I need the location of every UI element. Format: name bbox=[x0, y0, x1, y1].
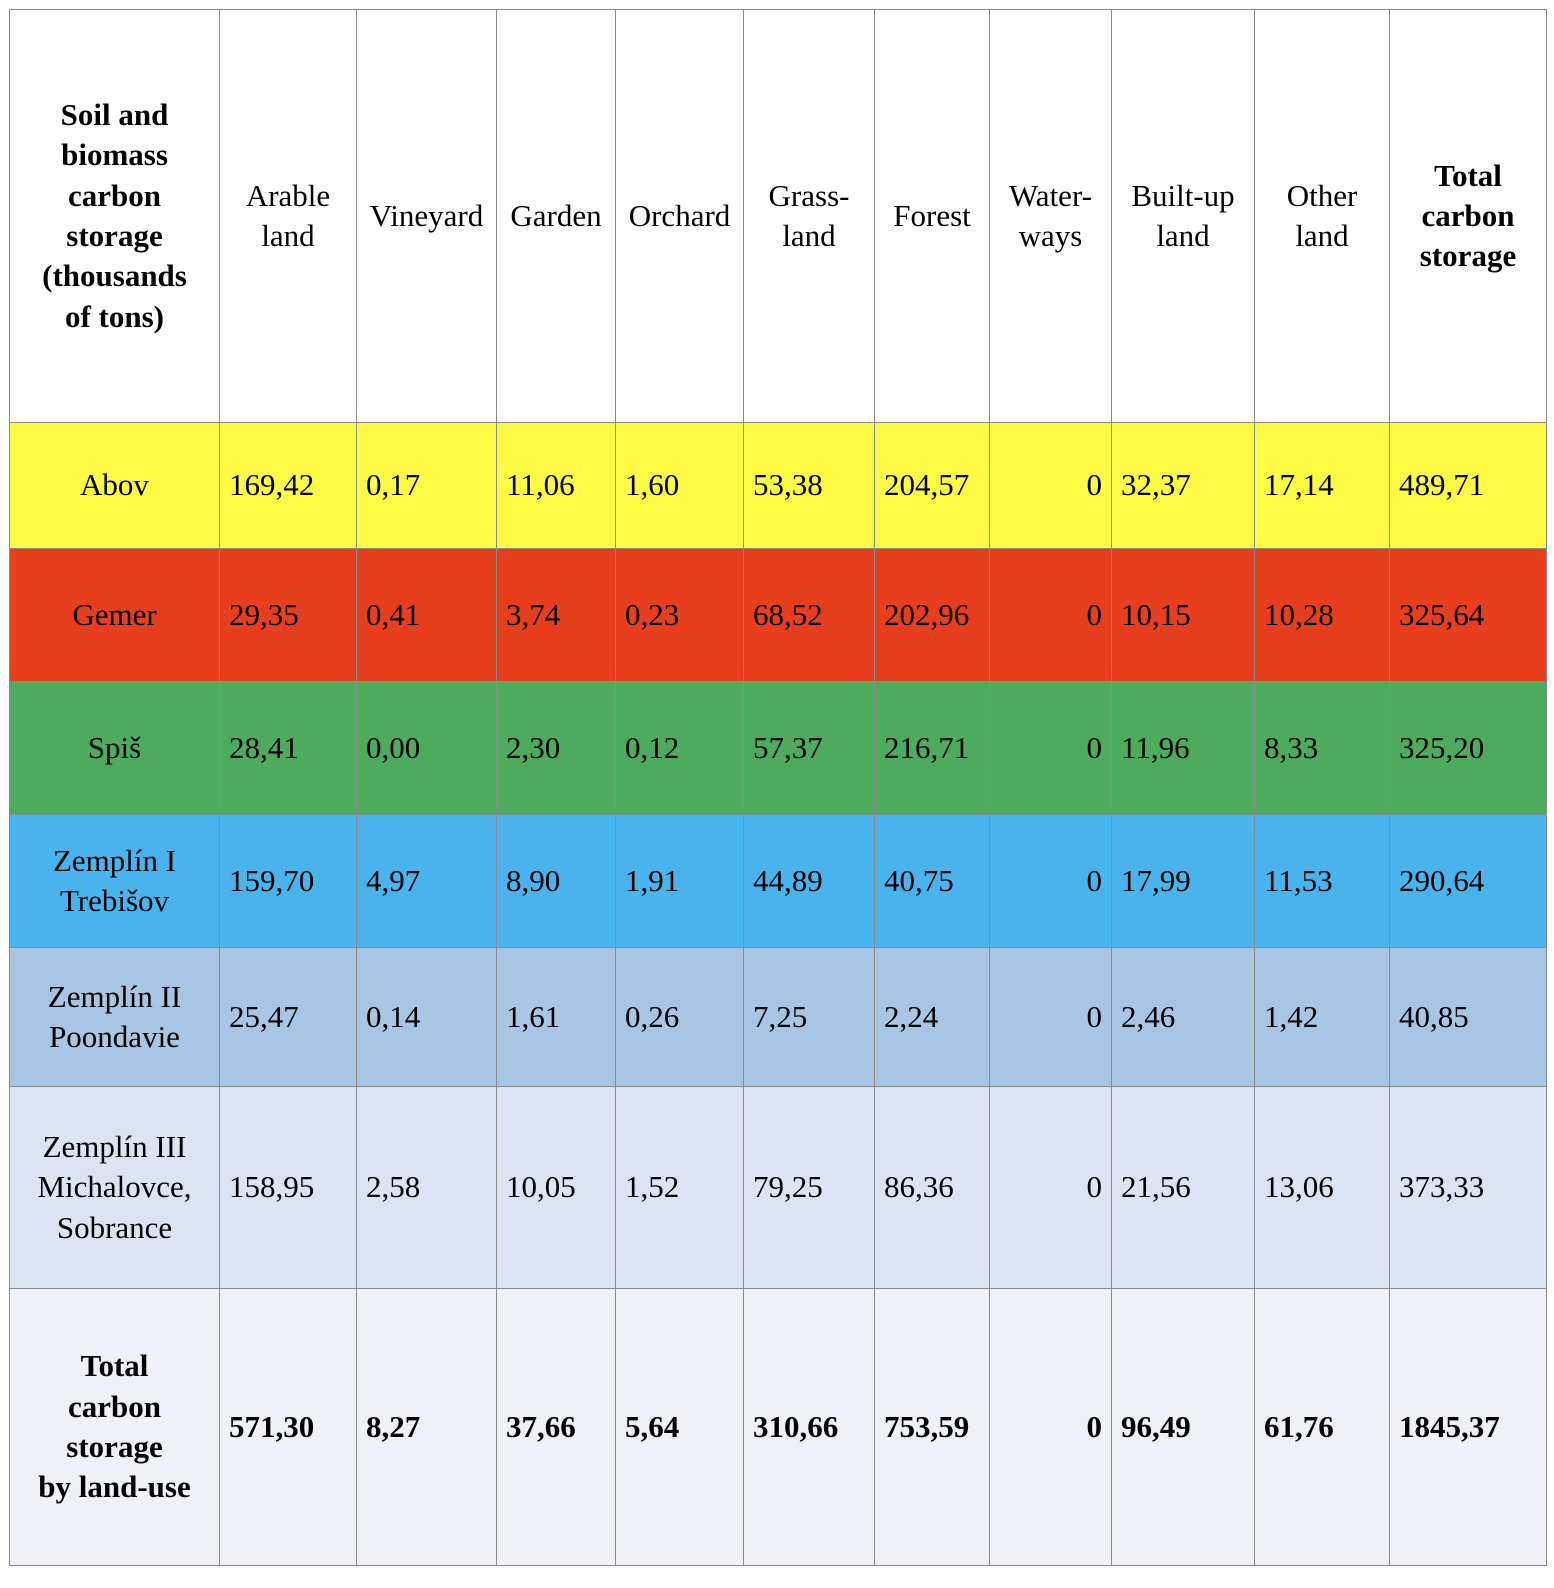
value-cell-forest: 86,36 bbox=[875, 1087, 990, 1289]
value-cell-total-carbon-storage: 373,33 bbox=[1390, 1087, 1547, 1289]
row-label bbox=[10, 948, 220, 1087]
column-header-soil-and-biomass-carbon-storage-thousands-of-tons bbox=[10, 10, 220, 423]
value-cell-other-land: 11,53 bbox=[1255, 815, 1390, 948]
cell-text-line: of tons) bbox=[64, 298, 165, 334]
value-cell-water-ways: 0 bbox=[990, 549, 1112, 682]
value-cell-orchard: 1,60 bbox=[616, 423, 744, 549]
value-cell-arable-land: 169,42 bbox=[220, 423, 357, 549]
value-cell-total-carbon-storage: 325,64 bbox=[1390, 549, 1547, 682]
value-cell-other-land: 1,42 bbox=[1255, 948, 1390, 1087]
table-row bbox=[10, 682, 1547, 815]
value-cell-vineyard: 0,00 bbox=[357, 682, 497, 815]
cell-text-line: Other bbox=[1286, 177, 1358, 213]
value-cell-water-ways: 0 bbox=[990, 682, 1112, 815]
cell-text-line: storage bbox=[66, 1429, 163, 1464]
value-cell-grass-land: 310,66 bbox=[744, 1289, 875, 1566]
value-cell-total-carbon-storage: 290,64 bbox=[1390, 815, 1547, 948]
header-row bbox=[10, 10, 1547, 423]
value-cell-total-carbon-storage: 325,20 bbox=[1390, 682, 1547, 815]
value-cell-built-up-land: 32,37 bbox=[1112, 423, 1255, 549]
cell-text-line: Poondavie bbox=[49, 1019, 180, 1054]
value-cell-vineyard: 2,58 bbox=[357, 1087, 497, 1289]
cell-text-line: Zemplín I bbox=[52, 842, 177, 878]
cell-text-line: land bbox=[1295, 218, 1349, 253]
value-cell-garden: 1,61 bbox=[497, 948, 616, 1087]
cell-text-line: ways bbox=[1018, 218, 1083, 253]
column-header-other-land bbox=[1255, 10, 1390, 423]
cell-text-line: storage bbox=[1419, 238, 1517, 274]
value-cell-forest: 204,57 bbox=[875, 423, 990, 549]
value-cell-grass-land: 57,37 bbox=[744, 682, 875, 815]
column-header-orchard bbox=[616, 10, 744, 423]
cell-text-line: storage bbox=[66, 218, 163, 253]
cell-text-line: Total bbox=[80, 1348, 149, 1384]
cell-text-line: Water- bbox=[1009, 177, 1092, 213]
cell-text-line: land bbox=[1156, 218, 1210, 253]
row-label bbox=[10, 549, 220, 682]
value-cell-water-ways: 0 bbox=[990, 1087, 1112, 1289]
value-cell-grass-land: 53,38 bbox=[744, 423, 875, 549]
cell-text-line: Forest bbox=[893, 197, 971, 233]
cell-text-line: land bbox=[261, 218, 315, 253]
value-cell-water-ways: 0 bbox=[990, 423, 1112, 549]
cell-text-line: (thousands bbox=[42, 258, 187, 294]
value-cell-grass-land: 44,89 bbox=[744, 815, 875, 948]
value-cell-arable-land: 29,35 bbox=[220, 549, 357, 682]
cell-text-line: Trebišov bbox=[59, 883, 170, 918]
cell-text-line: carbon bbox=[1421, 197, 1515, 233]
carbon-storage-table bbox=[9, 9, 1547, 1566]
value-cell-other-land: 17,14 bbox=[1255, 423, 1390, 549]
value-cell-arable-land: 159,70 bbox=[220, 815, 357, 948]
column-header-arable-land bbox=[220, 10, 357, 423]
row-label bbox=[10, 682, 220, 815]
cell-text-line: Michalovce, bbox=[37, 1169, 192, 1205]
value-cell-arable-land: 25,47 bbox=[220, 948, 357, 1087]
row-label bbox=[10, 423, 220, 549]
value-cell-garden: 2,30 bbox=[497, 682, 616, 815]
value-cell-water-ways: 0 bbox=[990, 948, 1112, 1087]
value-cell-other-land: 8,33 bbox=[1255, 682, 1390, 815]
cell-text-line: Garden bbox=[510, 197, 602, 233]
value-cell-arable-land: 28,41 bbox=[220, 682, 357, 815]
cell-text-line: Abov bbox=[80, 467, 149, 503]
value-cell-forest: 202,96 bbox=[875, 549, 990, 682]
cell-text-line: Built-up bbox=[1131, 177, 1235, 213]
total-row-label bbox=[10, 1289, 220, 1566]
cell-text-line: carbon bbox=[68, 177, 161, 213]
value-cell-orchard: 5,64 bbox=[616, 1289, 744, 1566]
value-cell-forest: 753,59 bbox=[875, 1289, 990, 1566]
column-header-total-carbon-storage bbox=[1390, 10, 1547, 423]
cell-text-line: Arable bbox=[245, 177, 331, 213]
column-header-water-ways bbox=[990, 10, 1112, 423]
value-cell-grass-land: 7,25 bbox=[744, 948, 875, 1087]
cell-text-line: Grass- bbox=[768, 177, 850, 213]
value-cell-built-up-land: 96,49 bbox=[1112, 1289, 1255, 1566]
value-cell-built-up-land: 2,46 bbox=[1112, 948, 1255, 1087]
value-cell-other-land: 10,28 bbox=[1255, 549, 1390, 682]
total-row bbox=[10, 1289, 1547, 1566]
value-cell-arable-land: 571,30 bbox=[220, 1289, 357, 1566]
value-cell-built-up-land: 10,15 bbox=[1112, 549, 1255, 682]
value-cell-vineyard: 0,17 bbox=[357, 423, 497, 549]
cell-text-line: Spiš bbox=[87, 729, 142, 765]
column-header-garden bbox=[497, 10, 616, 423]
value-cell-orchard: 0,23 bbox=[616, 549, 744, 682]
value-cell-total-carbon-storage: 1845,37 bbox=[1390, 1289, 1547, 1566]
cell-text-line: Orchard bbox=[628, 197, 731, 233]
cell-text-line: land bbox=[782, 218, 836, 253]
value-cell-built-up-land: 21,56 bbox=[1112, 1087, 1255, 1289]
value-cell-other-land: 13,06 bbox=[1255, 1087, 1390, 1289]
cell-text-line: Sobrance bbox=[56, 1209, 173, 1245]
table-row bbox=[10, 549, 1547, 682]
cell-text-line: Zemplín II bbox=[47, 978, 182, 1014]
value-cell-water-ways: 0 bbox=[990, 1289, 1112, 1566]
column-header-forest bbox=[875, 10, 990, 423]
value-cell-orchard: 0,26 bbox=[616, 948, 744, 1087]
cell-text-line: Vineyard bbox=[369, 197, 484, 233]
value-cell-vineyard: 4,97 bbox=[357, 815, 497, 948]
value-cell-forest: 2,24 bbox=[875, 948, 990, 1087]
table-row bbox=[10, 948, 1547, 1087]
value-cell-other-land: 61,76 bbox=[1255, 1289, 1390, 1566]
value-cell-garden: 10,05 bbox=[497, 1087, 616, 1289]
row-label bbox=[10, 1087, 220, 1289]
table-row bbox=[10, 423, 1547, 549]
value-cell-garden: 11,06 bbox=[497, 423, 616, 549]
table-row bbox=[10, 815, 1547, 948]
value-cell-orchard: 1,52 bbox=[616, 1087, 744, 1289]
value-cell-grass-land: 79,25 bbox=[744, 1087, 875, 1289]
cell-text-line: biomass bbox=[61, 137, 168, 173]
cell-text-line: Soil and bbox=[60, 97, 169, 133]
value-cell-garden: 8,90 bbox=[497, 815, 616, 948]
value-cell-orchard: 1,91 bbox=[616, 815, 744, 948]
cell-text-line: Zemplín III bbox=[42, 1129, 187, 1165]
value-cell-grass-land: 68,52 bbox=[744, 549, 875, 682]
value-cell-water-ways: 0 bbox=[990, 815, 1112, 948]
value-cell-forest: 216,71 bbox=[875, 682, 990, 815]
value-cell-built-up-land: 17,99 bbox=[1112, 815, 1255, 948]
cell-text-line: carbon bbox=[68, 1388, 161, 1424]
value-cell-built-up-land: 11,96 bbox=[1112, 682, 1255, 815]
value-cell-forest: 40,75 bbox=[875, 815, 990, 948]
table-row bbox=[10, 1087, 1547, 1289]
column-header-built-up-land bbox=[1112, 10, 1255, 423]
column-header-vineyard bbox=[357, 10, 497, 423]
value-cell-arable-land: 158,95 bbox=[220, 1087, 357, 1289]
table-body bbox=[10, 10, 1547, 1566]
value-cell-garden: 37,66 bbox=[497, 1289, 616, 1566]
column-header-grass-land bbox=[744, 10, 875, 423]
value-cell-total-carbon-storage: 40,85 bbox=[1390, 948, 1547, 1087]
value-cell-total-carbon-storage: 489,71 bbox=[1390, 423, 1547, 549]
value-cell-vineyard: 0,14 bbox=[357, 948, 497, 1087]
value-cell-orchard: 0,12 bbox=[616, 682, 744, 815]
row-label bbox=[10, 815, 220, 948]
value-cell-garden: 3,74 bbox=[497, 549, 616, 682]
cell-text-line: Total bbox=[1434, 157, 1502, 193]
cell-text-line: Gemer bbox=[72, 596, 157, 632]
cell-text-line: by land-use bbox=[38, 1469, 191, 1505]
value-cell-vineyard: 0,41 bbox=[357, 549, 497, 682]
value-cell-vineyard: 8,27 bbox=[357, 1289, 497, 1566]
